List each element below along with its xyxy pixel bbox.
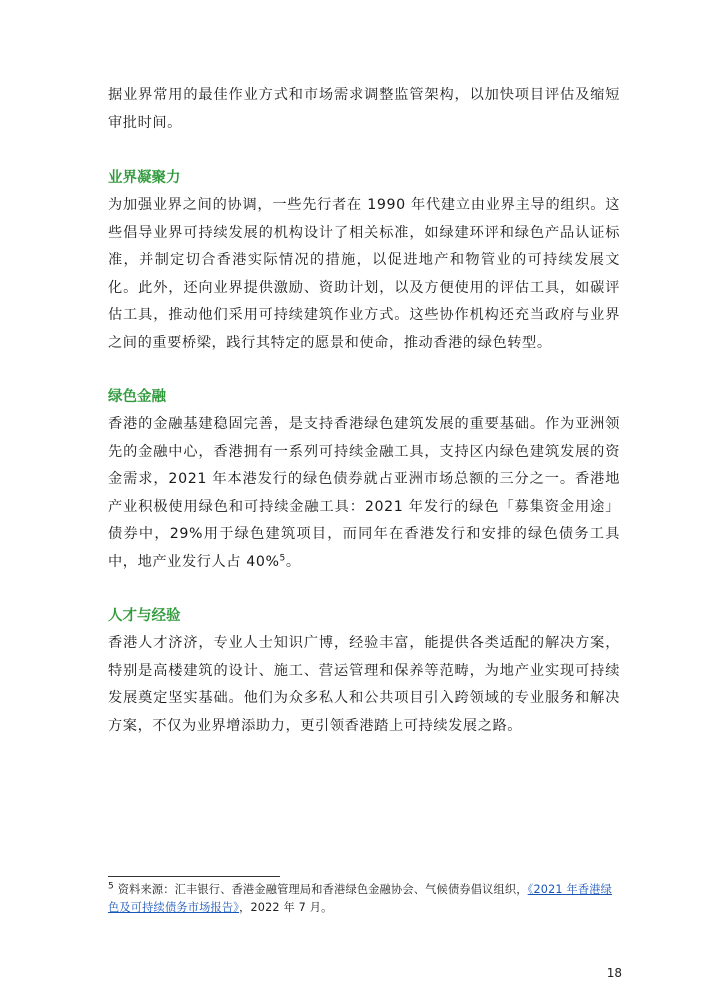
section-heading: 业界凝聚力 <box>108 170 181 186</box>
section-heading: 人才与经验 <box>108 608 181 624</box>
footnote-text: 资料来源：汇丰银行、香港金融管理局和香港绿色金融协会、气候债券倡议组织， <box>117 883 528 896</box>
intro-paragraph: 据业界常用的最佳作业方式和市场需求调整监管架构，以加快项目评估及缩短审批时间。 <box>108 87 620 131</box>
footnote-ref: 5 <box>279 552 286 563</box>
footnote <box>108 881 618 917</box>
section-heading: 绿色金融 <box>108 389 166 405</box>
footnote-report-link[interactable]: 《2021 年香港绿色及可持续债务市场报告》 <box>108 883 613 914</box>
section-talent-experience <box>108 603 620 740</box>
main-content <box>108 82 620 767</box>
section-body-text: 香港的金融基建稳固完善，是支持香港绿色建筑发展的重要基础。作为亚洲领先的金融中心，香港拥有一系列可持续金融工具，支持区内绿色建筑发展的资金需求，2021 年本港发行的绿色债券就占亚洲市场总额的三分之一。香港地产业积极使用绿色和可持续金融工具：2021 年发行的绿色「募集资金用途」债券中，29%用于绿色建筑项目，而同年在香港发行和安排的绿色债务工具中，地产业发行人占 40% <box>108 416 620 570</box>
footnote-date: ，2022 年 7 月。 <box>239 901 333 914</box>
page-number: 18 <box>606 966 622 980</box>
footnote-number: 5 <box>108 881 114 892</box>
section-body: 为加强业界之间的协调，一些先行者在 1990 年代建立由业界主导的组织。这些倡导业界可持续发展的机构设计了相关标准，如绿建环评和绿色产品认证标准，并制定切合香港实际情况的措施，以促进地产和物管业的可持续发展文化。此外，还向业界提供激励、资助计划，以及方便使用的评估工具，如碳评估工具，推动他们采用可持续建筑作业方式。这些协作机构还充当政府与业界之间的重要桥梁，践行其特定的愿景和使命，推动香港的绿色转型。 <box>108 197 620 351</box>
section-body <box>108 411 620 576</box>
section-body: 香港人才济济，专业人士知识广博，经验丰富，能提供各类适配的解决方案，特别是高楼建筑的设计、施工、营运管理和保养等范畴，为地产业实现可持续发展奠定坚实基础。他们为众多私人和公共项目引入跨领域的专业服务和解决方案，不仅为业界增添助力，更引领香港踏上可持续发展之路。 <box>108 635 620 734</box>
section-industry-cohesion <box>108 165 620 357</box>
section-body-end: 。 <box>285 553 301 570</box>
footnote-divider <box>108 876 280 877</box>
section-green-finance <box>108 384 620 576</box>
